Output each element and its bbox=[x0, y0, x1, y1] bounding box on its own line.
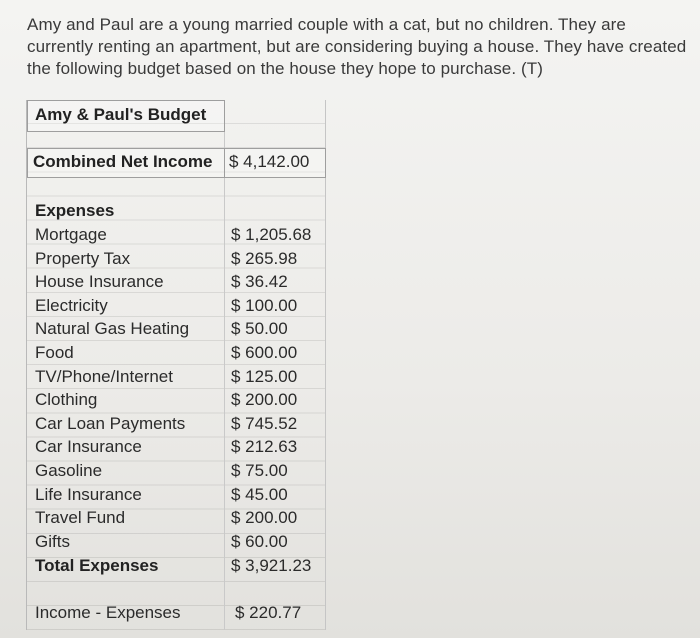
expense-value: $ 600.00 bbox=[231, 343, 298, 362]
net-label: Income - Expenses bbox=[35, 603, 181, 622]
budget-table bbox=[26, 100, 326, 630]
income-label: Combined Net Income bbox=[33, 152, 213, 171]
expense-label: Travel Fund bbox=[35, 508, 126, 528]
expense-value: $ 100.00 bbox=[231, 295, 298, 315]
expense-label: Food bbox=[35, 343, 74, 362]
expense-label: Gasoline bbox=[35, 461, 103, 480]
expense-value: $ 200.00 bbox=[231, 390, 298, 410]
expense-value: $ 745.52 bbox=[231, 413, 298, 433]
total-expenses-label: Total Expenses bbox=[35, 556, 159, 575]
expense-value: $ 36.42 bbox=[231, 272, 288, 292]
expense-value: $ 75.00 bbox=[231, 461, 288, 480]
column-divider bbox=[224, 100, 225, 630]
expense-value: $ 212.63 bbox=[231, 437, 298, 457]
expense-label: Property Tax bbox=[35, 248, 131, 268]
expense-label: TV/Phone/Internet bbox=[35, 366, 173, 386]
income-value: $ 4,142.00 bbox=[229, 152, 310, 171]
expense-value: $ 200.00 bbox=[231, 508, 298, 528]
expense-label: Gifts bbox=[35, 531, 70, 551]
expense-value: $ 1,205.68 bbox=[231, 225, 312, 244]
problem-statement: Amy and Paul are a young married couple with a cat, but no children. They are currently renting an apartment, but are considering buying a house. They have created the following budget based on the house they hope to purchase. (T) bbox=[27, 15, 687, 78]
net-value: $ 220.77 bbox=[235, 603, 302, 622]
expenses-header: Expenses bbox=[35, 201, 115, 220]
expense-label: Electricity bbox=[35, 295, 108, 315]
expense-value: $ 60.00 bbox=[231, 531, 288, 551]
expense-value: $ 265.98 bbox=[231, 248, 298, 268]
total-expenses-value: $ 3,921.23 bbox=[231, 556, 312, 575]
expense-label: Car Loan Payments bbox=[35, 413, 186, 433]
expense-label: Mortgage bbox=[35, 225, 107, 244]
budget-title: Amy & Paul's Budget bbox=[35, 105, 207, 124]
expense-value: $ 45.00 bbox=[231, 484, 288, 504]
expense-label: Car Insurance bbox=[35, 437, 142, 457]
expense-label: Clothing bbox=[35, 390, 98, 410]
expense-label: Life Insurance bbox=[35, 484, 142, 504]
expense-value: $ 125.00 bbox=[231, 366, 298, 386]
expense-label: Natural Gas Heating bbox=[35, 319, 190, 339]
expense-value: $ 50.00 bbox=[231, 319, 288, 339]
expense-label: House Insurance bbox=[35, 272, 164, 292]
